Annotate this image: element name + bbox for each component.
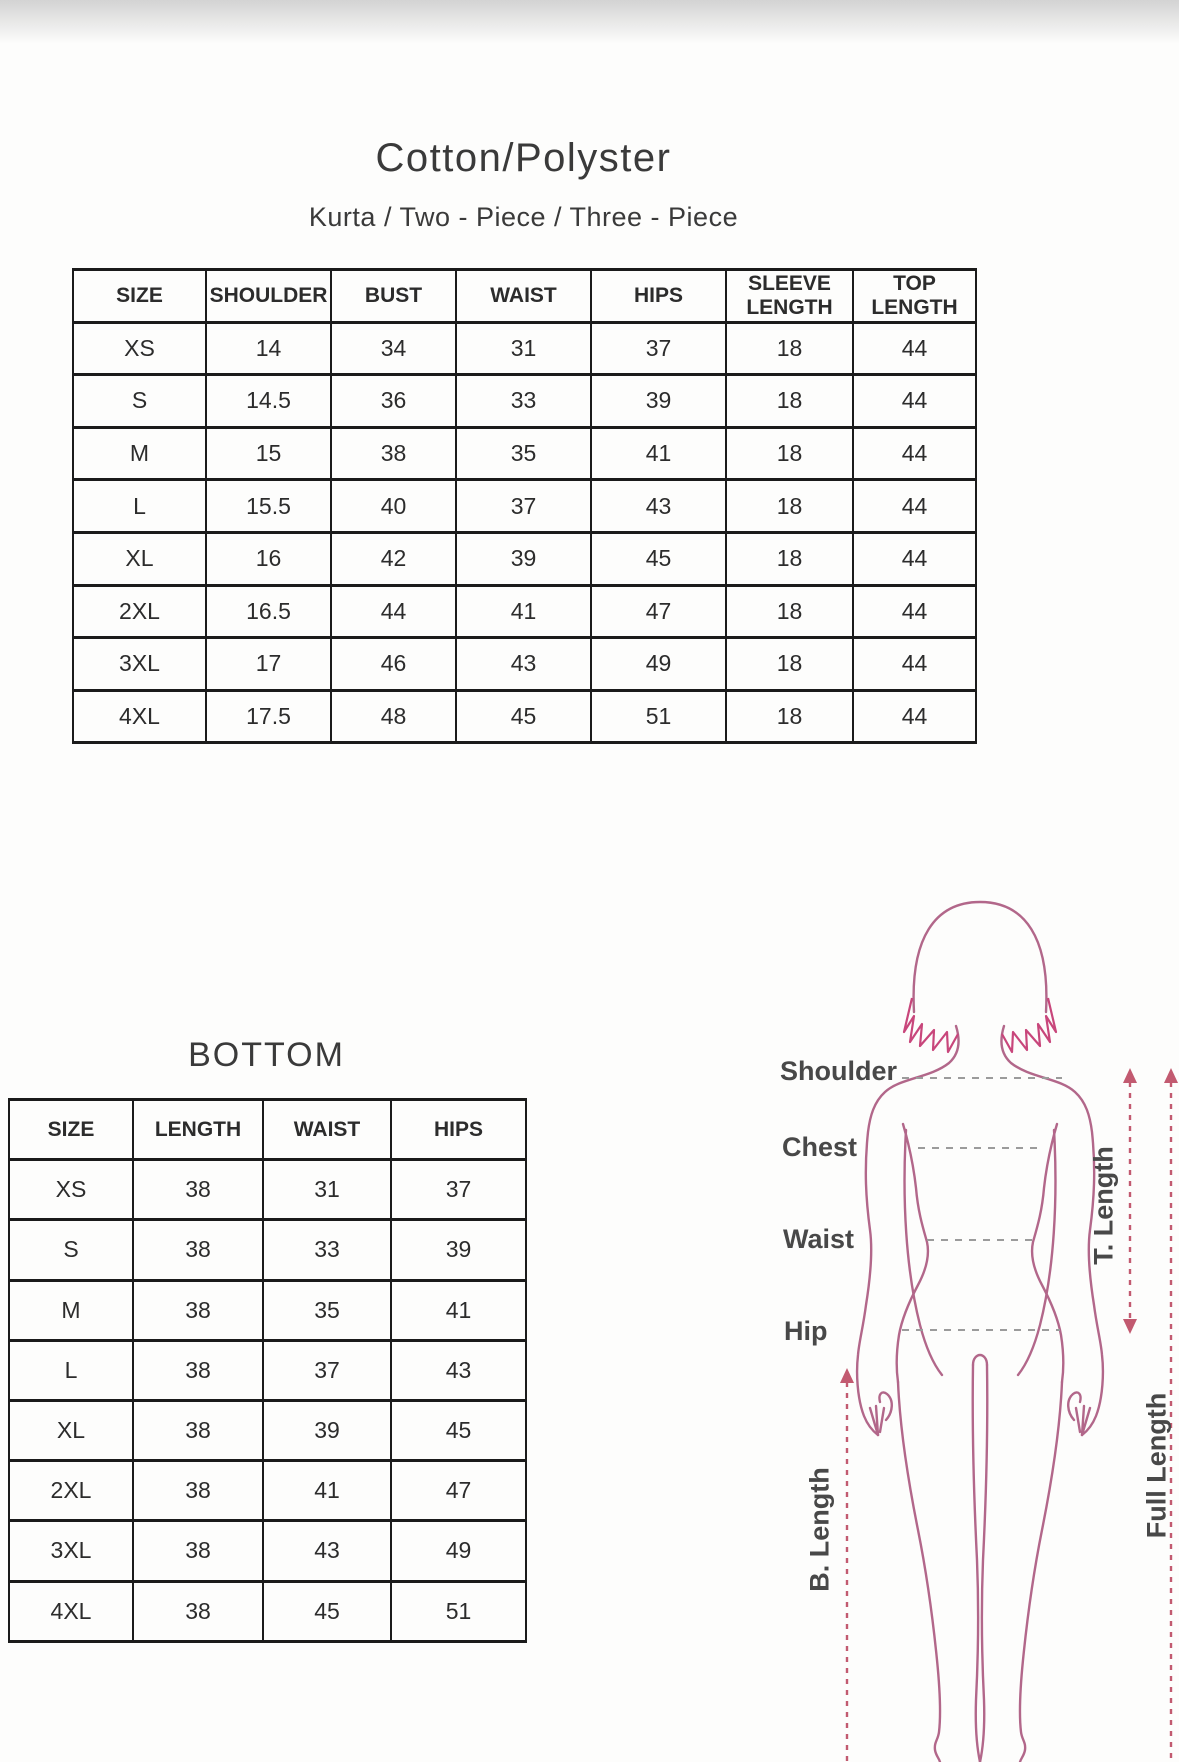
size-cell: 38 (133, 1461, 263, 1521)
size-row (73, 532, 976, 585)
size-cell: 51 (591, 690, 726, 743)
size-cell: 47 (391, 1461, 526, 1521)
column-header: SHOULDER (206, 270, 331, 323)
size-cell: 43 (263, 1521, 391, 1581)
size-cell: 16.5 (206, 585, 331, 638)
size-cell: XS (9, 1160, 133, 1220)
size-row (73, 322, 976, 375)
size-cell: 2XL (73, 585, 206, 638)
column-header: SIZE (73, 270, 206, 323)
size-cell: 43 (391, 1340, 526, 1400)
size-row (73, 480, 976, 533)
size-row (73, 690, 976, 743)
size-cell: 45 (263, 1581, 391, 1641)
size-cell: 35 (456, 427, 591, 480)
size-cell: 44 (853, 480, 976, 533)
size-cell: 3XL (9, 1521, 133, 1581)
size-cell: 38 (133, 1280, 263, 1340)
chest-label: Chest (782, 1132, 858, 1162)
size-cell: 39 (391, 1220, 526, 1280)
size-cell: 43 (591, 480, 726, 533)
size-cell: 18 (726, 480, 853, 533)
full-length-label: Full Length (1141, 1392, 1172, 1539)
size-cell: 18 (726, 690, 853, 743)
size-cell: 18 (726, 322, 853, 375)
size-cell: M (9, 1280, 133, 1340)
size-cell: 40 (331, 480, 456, 533)
page-subtitle: Kurta / Two - Piece / Three - Piece (308, 202, 739, 232)
size-cell: 37 (263, 1340, 391, 1400)
bottom-size-table (8, 1098, 527, 1643)
size-cell: 35 (263, 1280, 391, 1340)
size-cell: 37 (391, 1160, 526, 1220)
size-row (9, 1220, 526, 1280)
size-cell: 44 (853, 532, 976, 585)
size-cell: 3XL (73, 638, 206, 691)
size-cell: 31 (263, 1160, 391, 1220)
size-cell: 44 (331, 585, 456, 638)
size-cell: 14 (206, 322, 331, 375)
column-header: WAIST (456, 270, 591, 323)
column-header: LENGTH (133, 1100, 263, 1160)
size-cell: 18 (726, 585, 853, 638)
size-cell: 38 (133, 1581, 263, 1641)
size-cell: 18 (726, 375, 853, 428)
waist-label: Waist (783, 1224, 855, 1254)
size-cell: 49 (391, 1521, 526, 1581)
size-cell: 39 (456, 532, 591, 585)
column-header: TOP LENGTH (853, 270, 976, 323)
column-header: BUST (331, 270, 456, 323)
size-cell: 51 (391, 1581, 526, 1641)
t-length-label: T. Length (1088, 1146, 1119, 1265)
top-gradient (0, 0, 1179, 44)
size-cell: 16 (206, 532, 331, 585)
size-cell: 37 (591, 322, 726, 375)
size-cell: 2XL (9, 1461, 133, 1521)
size-cell: 4XL (9, 1581, 133, 1641)
top-size-table (72, 268, 977, 744)
size-cell: 15 (206, 427, 331, 480)
size-cell: 37 (456, 480, 591, 533)
size-cell: 42 (331, 532, 456, 585)
size-cell: 44 (853, 322, 976, 375)
size-cell: 38 (331, 427, 456, 480)
size-row (9, 1160, 526, 1220)
size-cell: 18 (726, 427, 853, 480)
hip-label: Hip (784, 1316, 828, 1346)
size-cell: 47 (591, 585, 726, 638)
size-cell: 41 (591, 427, 726, 480)
size-cell: 34 (331, 322, 456, 375)
size-cell: 18 (726, 638, 853, 691)
size-cell: M (73, 427, 206, 480)
size-cell: 41 (263, 1461, 391, 1521)
size-cell: 38 (133, 1160, 263, 1220)
size-cell: 33 (456, 375, 591, 428)
size-cell: 17 (206, 638, 331, 691)
size-cell: 48 (331, 690, 456, 743)
size-row (9, 1280, 526, 1340)
size-cell: 18 (726, 532, 853, 585)
size-cell: 17.5 (206, 690, 331, 743)
size-row (9, 1581, 526, 1641)
size-cell: S (9, 1220, 133, 1280)
body-measurement-figure (690, 780, 1179, 1762)
size-cell: XS (73, 322, 206, 375)
size-cell: 44 (853, 638, 976, 691)
size-cell: 38 (133, 1521, 263, 1581)
column-header: HIPS (391, 1100, 526, 1160)
size-cell: 43 (456, 638, 591, 691)
size-row (9, 1400, 526, 1460)
size-cell: 33 (263, 1220, 391, 1280)
size-cell: 39 (591, 375, 726, 428)
size-row (73, 375, 976, 428)
size-cell: 38 (133, 1220, 263, 1280)
size-cell: 44 (853, 375, 976, 428)
size-cell: 49 (591, 638, 726, 691)
header-row (73, 270, 976, 323)
size-cell: 45 (456, 690, 591, 743)
size-row (9, 1340, 526, 1400)
size-row (9, 1461, 526, 1521)
size-cell: 44 (853, 427, 976, 480)
page-title: Cotton/Polyster (375, 136, 672, 180)
size-cell: 31 (456, 322, 591, 375)
column-header: SLEEVE LENGTH (726, 270, 853, 323)
size-cell: L (9, 1340, 133, 1400)
b-length-label: B. Length (804, 1467, 835, 1592)
size-cell: 46 (331, 638, 456, 691)
size-cell: 15.5 (206, 480, 331, 533)
column-header: HIPS (591, 270, 726, 323)
size-cell: 4XL (73, 690, 206, 743)
size-cell: XL (73, 532, 206, 585)
size-cell: 44 (853, 690, 976, 743)
header-row (9, 1100, 526, 1160)
size-cell: S (73, 375, 206, 428)
shoulder-label: Shoulder (780, 1056, 898, 1086)
size-row (73, 427, 976, 480)
size-cell: 39 (263, 1400, 391, 1460)
size-cell: 36 (331, 375, 456, 428)
size-cell: XL (9, 1400, 133, 1460)
bottom-section-title: BOTTOM (188, 1036, 345, 1074)
size-cell: 14.5 (206, 375, 331, 428)
size-cell: 41 (391, 1280, 526, 1340)
column-header: WAIST (263, 1100, 391, 1160)
size-row (73, 585, 976, 638)
size-row (73, 638, 976, 691)
size-cell: 44 (853, 585, 976, 638)
size-row (9, 1521, 526, 1581)
size-cell: 45 (391, 1400, 526, 1460)
column-header: SIZE (9, 1100, 133, 1160)
size-cell: 38 (133, 1340, 263, 1400)
size-cell: L (73, 480, 206, 533)
size-cell: 45 (591, 532, 726, 585)
size-cell: 41 (456, 585, 591, 638)
size-cell: 38 (133, 1400, 263, 1460)
